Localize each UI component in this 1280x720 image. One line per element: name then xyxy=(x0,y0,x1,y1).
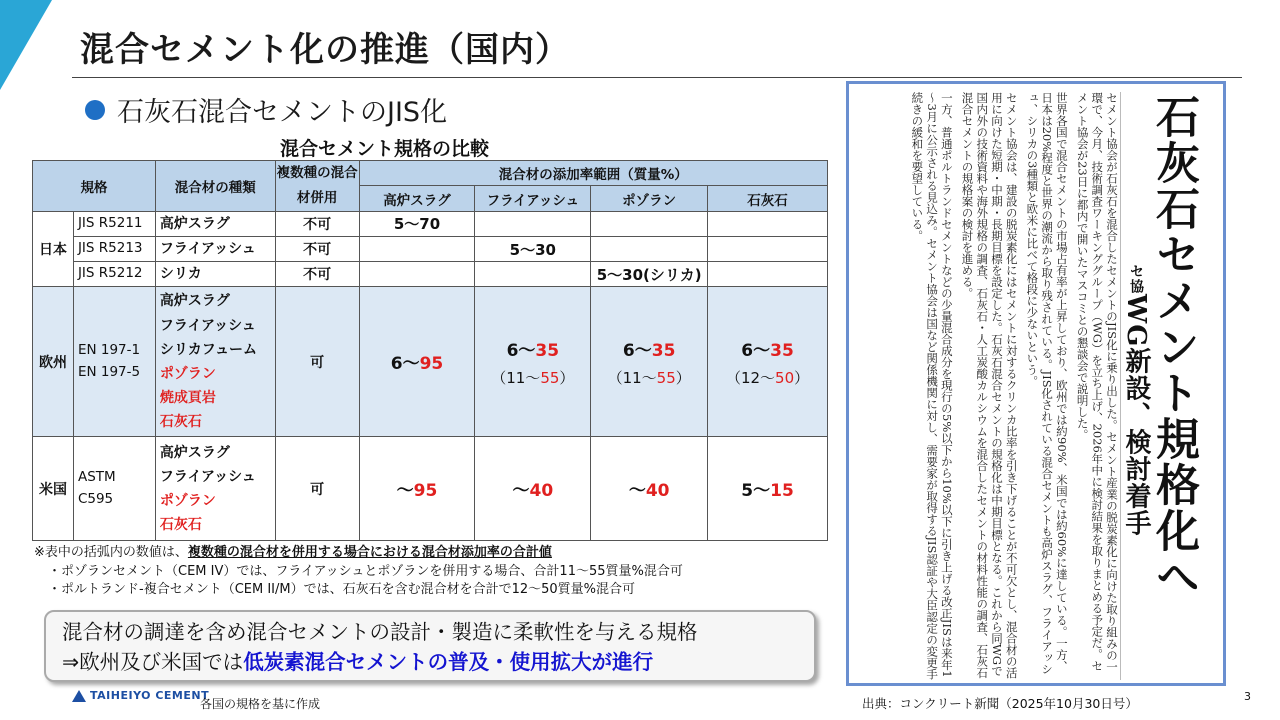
range-min: 5～ xyxy=(741,481,771,502)
section-bullet xyxy=(85,90,447,129)
company-logo xyxy=(72,689,209,702)
material-item: シリカフューム xyxy=(159,341,258,358)
material-item: 高炉スラグ xyxy=(159,293,230,310)
combined-close: ） xyxy=(675,368,691,387)
header-range: 混合材の添加率範囲（質量%） xyxy=(359,161,827,186)
header-slag: 高炉スラグ xyxy=(359,186,475,211)
range-max: 40 xyxy=(645,481,670,502)
range-max: 35 xyxy=(535,340,560,361)
article-headline: 石灰石セメント規格化へ xyxy=(1148,94,1199,600)
bullet-dot-icon xyxy=(85,100,105,120)
pozzolan-cell xyxy=(591,437,708,541)
range-max: 40 xyxy=(529,481,554,502)
range-min: ～ xyxy=(512,481,530,502)
header-flyash: フライアッシュ xyxy=(475,186,591,211)
bullet-text: 石灰石混合セメントのJIS化 xyxy=(117,97,448,128)
article-body xyxy=(910,92,1119,680)
slag-cell xyxy=(359,287,475,437)
note-line xyxy=(34,544,683,563)
combo-cell: 可 xyxy=(275,437,359,541)
article-column: セメント協会が石灰石を混合したセメントのJIS化に乗り出した。セメント産業の脱炭素化に向けた取り組みの一環で、今月、技術調査ワーキンググループ（WG）を立ち上げ、2026年中に検討結果を取りまとめる予定だ。セメント協会が23日に都内で開いたマスコミとの懇談会で説明した。 xyxy=(1075,92,1119,673)
page-title: 混合セメント化の推進（国内） xyxy=(80,30,570,70)
range-min: ～ xyxy=(628,481,646,502)
standard-line: ASTM xyxy=(77,469,116,486)
header-standard: 規格 xyxy=(33,161,156,212)
limestone-cell xyxy=(708,437,828,541)
source-citation: 出典：コンクリート新聞（2025年10月30日号） xyxy=(862,696,1138,711)
corner-accent xyxy=(0,0,52,90)
article-divider xyxy=(1120,92,1121,680)
standard-cell: JIS R5211 xyxy=(73,211,155,236)
pozzolan-cell xyxy=(591,287,708,437)
combined-min: （11～ xyxy=(607,368,657,387)
combo-cell: 不可 xyxy=(275,262,359,287)
region-europe: 欧州 xyxy=(33,287,74,437)
table-title: 混合セメント規格の比較 xyxy=(280,138,490,160)
combined-max: 55 xyxy=(656,368,676,387)
article-sub-label: セ協 xyxy=(1128,264,1144,294)
article-column: 世界各国で混合セメントの市場占有率が上昇しており、欧州では約90%、米国では約60%に達している。一方、日本は20%程度と世界の潮流から取り残されている。JIS化されている混合セメントも高炉スラグ、フライアッシュ、シリカの3種類と欧米に比べて格段に少ないという。 xyxy=(1025,92,1069,676)
header-pozzolan: ポゾラン xyxy=(591,186,708,211)
material-item: ポゾラン xyxy=(159,365,216,382)
range-max: 35 xyxy=(651,340,676,361)
pozzolan-cell xyxy=(591,211,708,236)
pozzolan-cell: 5～30(シリカ) xyxy=(591,262,708,287)
combined-close: ） xyxy=(559,368,575,387)
material-item: ポゾラン xyxy=(159,492,216,509)
region-usa: 米国 xyxy=(33,437,74,541)
flyash-cell xyxy=(475,437,591,541)
cement-standards-table xyxy=(32,160,828,541)
standard-line: EN 197-5 xyxy=(77,363,141,380)
page-number: 3 xyxy=(1244,690,1251,703)
combined-min: （12～ xyxy=(725,368,776,387)
table-row xyxy=(33,262,828,287)
slag-cell xyxy=(359,262,475,287)
limestone-cell xyxy=(708,211,828,236)
material-item: 石灰石 xyxy=(159,516,202,533)
combined-range xyxy=(591,367,707,388)
table-row xyxy=(33,437,828,541)
limestone-cell xyxy=(708,287,828,437)
header-material: 混合材の種類 xyxy=(155,161,275,212)
header-combo: 複数種の混合材併用 xyxy=(275,161,359,212)
slag-cell xyxy=(359,437,475,541)
material-item: 高炉スラグ xyxy=(159,444,230,461)
callout-line: 混合材の調達を含め混合セメントの設計・製造に柔軟性を与える規格 xyxy=(62,620,698,644)
range-min: 6～ xyxy=(390,354,420,375)
range-min: ～ xyxy=(396,481,414,502)
standard-cell: JIS R5213 xyxy=(73,237,155,262)
summary-callout xyxy=(44,610,816,682)
combined-min: （11～ xyxy=(491,368,541,387)
material-cell: フライアッシュ xyxy=(155,237,275,262)
callout-prefix: ⇒欧州及び米国では xyxy=(62,649,244,674)
material-item: 石灰石 xyxy=(159,413,202,430)
range-min: 6～ xyxy=(622,340,652,361)
material-cell xyxy=(155,437,275,541)
range-max: 15 xyxy=(770,481,794,502)
article-sub-text: WG新設、検討着手 xyxy=(1121,294,1151,537)
limestone-cell xyxy=(708,262,828,287)
newspaper-clipping xyxy=(846,81,1226,686)
standard-cell: JIS R5212 xyxy=(73,262,155,287)
combined-close: ） xyxy=(794,368,810,387)
slag-cell: 5～70 xyxy=(359,211,475,236)
callout-line xyxy=(62,648,814,678)
combo-cell: 不可 xyxy=(275,237,359,262)
table-row xyxy=(33,237,828,262)
material-cell xyxy=(155,287,275,437)
standard-line: C595 xyxy=(77,490,114,507)
note-line: ・ポゾランセメント（CEM IV）では、フライアッシュとポゾランを併用する場合、合計11～55質量%混合可 xyxy=(48,563,683,579)
standard-cell xyxy=(73,287,155,437)
range-max: 95 xyxy=(419,354,444,375)
callout-highlight: 低炭素混合セメントの普及・使用拡大が進行 xyxy=(243,649,654,674)
logo-mark-icon xyxy=(72,690,86,702)
table-row xyxy=(33,211,828,236)
material-item: 焼成頁岩 xyxy=(159,389,216,406)
range-max: 95 xyxy=(413,481,438,502)
table-row xyxy=(33,287,828,437)
region-japan: 日本 xyxy=(33,211,74,286)
note-emphasis: 複数種の混合材を併用する場合における混合材添加率の合計値 xyxy=(187,545,552,560)
note-line: ・ポルトランド-複合セメント（CEM II/M）では、石灰石を含む混合材を合計で12～50質量%混合可 xyxy=(48,582,636,598)
material-item: フライアッシュ xyxy=(159,317,256,334)
flyash-cell xyxy=(475,287,591,437)
range-min: 6～ xyxy=(741,340,771,361)
title-divider xyxy=(72,77,1242,78)
limestone-cell xyxy=(708,237,828,262)
material-item: フライアッシュ xyxy=(159,468,256,485)
combined-max: 50 xyxy=(775,368,795,387)
material-cell: 高炉スラグ xyxy=(155,211,275,236)
article-column: セメント協会は、建設の脱炭素化にはセメントに対するクリンカ比率を引き下げることが不可欠とし、混合材の活用に向けた短期・中期・長期目標を設定した。石灰石混合セメントの規格化は中期目標となる。これから同WGで国内外の技術資料や海外規格の調査、石灰石・人工炭酸カルシウムを混合したセメントの材料性能の調査、石灰石混合セメントの規格案の検討を進める。 xyxy=(960,92,1019,679)
table-notes xyxy=(34,544,683,600)
material-cell: シリカ xyxy=(155,262,275,287)
standard-line: EN 197-1 xyxy=(77,342,141,359)
article-subheadline xyxy=(1118,264,1155,536)
standard-cell xyxy=(73,437,155,541)
logo-text: TAIHEIYO CEMENT xyxy=(90,689,210,702)
flyash-cell xyxy=(475,211,591,236)
combined-range xyxy=(475,367,590,388)
range-min: 6～ xyxy=(506,340,536,361)
note-prefix: ※表中の括弧内の数値は、 xyxy=(34,545,188,560)
footer-note: 各国の規格を基に作成 xyxy=(200,697,321,711)
combo-cell: 可 xyxy=(275,287,359,437)
flyash-cell: 5～30 xyxy=(475,237,591,262)
combined-max: 55 xyxy=(540,368,560,387)
pozzolan-cell xyxy=(591,237,708,262)
header-limestone: 石灰石 xyxy=(708,186,828,211)
range-max: 35 xyxy=(770,340,794,361)
combo-cell: 不可 xyxy=(275,211,359,236)
slag-cell xyxy=(359,237,475,262)
flyash-cell xyxy=(475,262,591,287)
combined-range xyxy=(708,367,827,388)
article-column: 一方、普通ポルトランドセメントなどの少量混合成分を現行の5%以下から10%以下に引き上げる改正JISは来年1～3月に公示される見込み。セメント協会は国など関係機関に対し、需要家が取得するJIS認証や大臣認定の変更手続きの緩和を要望している。 xyxy=(910,92,954,680)
